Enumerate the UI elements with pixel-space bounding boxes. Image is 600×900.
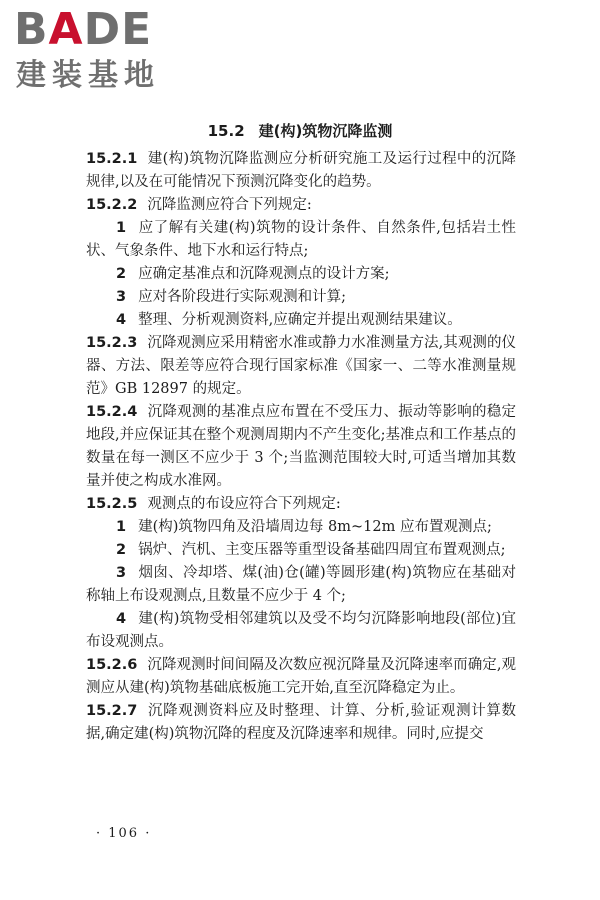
- logo: [14, 6, 184, 98]
- list-item: 1 建(构)筑物四角及沿墙周边每 8m~12m 应布置观测点;: [116, 519, 492, 535]
- list-item: 4 整理、分析观测资料,应确定并提出观测结果建议。: [116, 312, 462, 328]
- document-body: [86, 148, 516, 746]
- section-number: 15.2: [207, 122, 245, 140]
- clause-15-2-2: 15.2.2 沉降监测应符合下列规定:: [86, 197, 312, 213]
- section-title: [0, 121, 600, 141]
- list-item: 3 烟囱、冷却塔、煤(油)仓(罐)等圆形建(构)筑物应在基础对称轴上布设观测点,且数量不应少于 4 个;: [86, 565, 516, 604]
- clause-15-2-1: 15.2.1 建(构)筑物沉降监测应分析研究施工及运行过程中的沉降规律,以及在可能情况下预测沉降变化的趋势。: [86, 151, 516, 190]
- clause-15-2-6: 15.2.6 沉降观测时间间隔及次数应视沉降量及沉降速率而确定,观测应从建(构)筑物基础底板施工完开始,直至沉降稳定为止。: [86, 657, 516, 696]
- logo-subtitle: 建装基地: [16, 58, 160, 93]
- page-number: · 106 ·: [96, 826, 152, 841]
- clause-15-2-3: 15.2.3 沉降观测应采用精密水准或静力水准测量方法,其观测的仪器、方法、限差等应符合现行国家标准《国家一、二等水准测量规范》GB 12897 的规定。: [86, 335, 516, 397]
- clause-15-2-4: 15.2.4 沉降观测的基准点应布置在不受压力、振动等影响的稳定地段,并应保证其在整个观测周期内不产生变化;基准点和工作基点的数量在每一测区不应少于 3 个;当监测范围较大时,可适当增加其数量并使之构成水准网。: [86, 404, 516, 489]
- list-item: 2 锅炉、汽机、主变压器等重型设备基础四周宜布置观测点;: [116, 542, 506, 558]
- clause-15-2-7: 15.2.7 沉降观测资料应及时整理、计算、分析,验证观测计算数据,确定建(构)筑物沉降的程度及沉降速率和规律。同时,应提交: [86, 703, 516, 742]
- list-item: 1 应了解有关建(构)筑物的设计条件、自然条件,包括岩土性状、气象条件、地下水和运行特点;: [86, 220, 516, 259]
- list-item: 3 应对各阶段进行实际观测和计算;: [116, 289, 346, 305]
- logo-wordmark: BADE: [14, 4, 153, 55]
- list-item: 4 建(构)筑物受相邻建筑以及受不均匀沉降影响地段(部位)宜布设观测点。: [86, 611, 516, 650]
- section-heading: 建(构)筑物沉降监测: [258, 122, 393, 140]
- clause-15-2-5: 15.2.5 观测点的布设应符合下列规定:: [86, 496, 341, 512]
- list-item: 2 应确定基准点和沉降观测点的设计方案;: [116, 266, 390, 282]
